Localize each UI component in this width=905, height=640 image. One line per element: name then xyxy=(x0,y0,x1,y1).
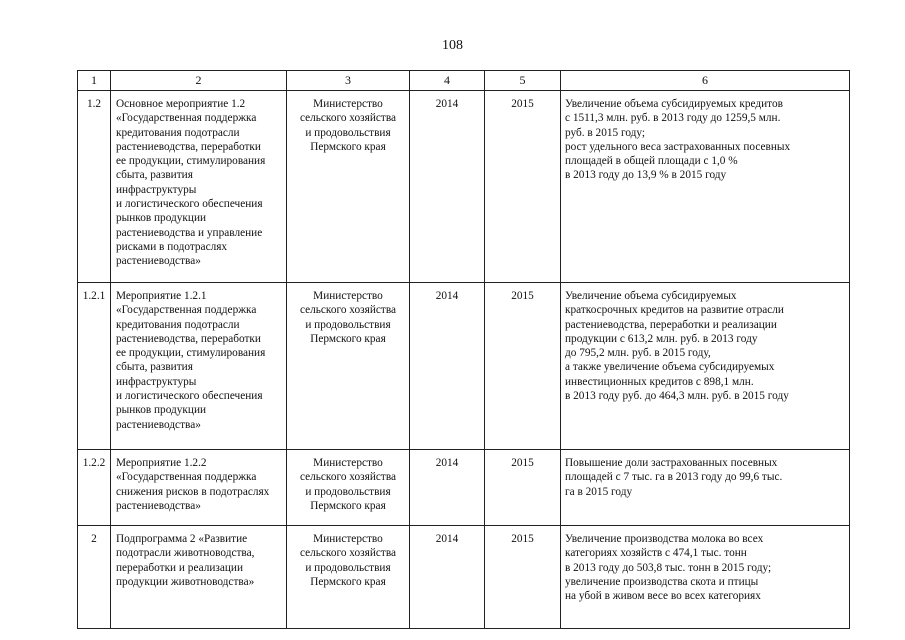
row-number: 2 xyxy=(78,526,111,629)
text-line: кредитования подотрасли xyxy=(116,126,240,139)
executor xyxy=(287,283,410,450)
end-year: 2015 xyxy=(485,526,561,629)
text-line: категориях хозяйств с 474,1 тыс. тонн xyxy=(565,547,747,560)
text-line: и продовольствия xyxy=(305,126,391,139)
text-line: Основное мероприятие 1.2 xyxy=(116,98,246,110)
text-line: и продовольствия xyxy=(305,318,391,331)
text-line: растениеводства, переработки xyxy=(116,332,261,345)
activity-name xyxy=(111,283,287,450)
text-line: сельского хозяйства xyxy=(299,471,397,484)
text-line: в 2013 году до 13,9 % в 2015 году xyxy=(565,169,727,182)
activity-name xyxy=(111,450,287,526)
end-year: 2015 xyxy=(485,283,561,450)
end-year: 2015 xyxy=(485,91,561,283)
text-line: Пермского края xyxy=(310,140,386,153)
text-line: Министерство xyxy=(313,533,383,545)
table-row xyxy=(78,91,850,283)
text-line: сбыта, развития xyxy=(116,169,193,182)
row-number: 1.2 xyxy=(78,91,111,283)
text-line: продукции животноводства» xyxy=(116,575,255,588)
executor xyxy=(287,91,410,283)
text-line: растениеводства» xyxy=(116,499,201,512)
header-row xyxy=(78,71,850,91)
column-header: 4 xyxy=(410,71,485,91)
text-line: Повышение доли застрахованных посевных xyxy=(565,457,778,469)
text-line: Пермского края xyxy=(310,499,386,512)
executor xyxy=(287,526,410,629)
activity-name xyxy=(111,526,287,629)
text-line: Министерство xyxy=(313,290,383,302)
page-number: 108 xyxy=(442,38,463,53)
text-line: сельского хозяйства xyxy=(299,112,397,125)
column-header: 1 xyxy=(78,71,111,91)
text-line: площадей в общей площади с 1,0 % xyxy=(565,155,738,168)
text-line: Подпрограмма 2 «Развитие xyxy=(116,533,248,545)
activity-name xyxy=(111,91,287,283)
text-line: а также увеличение объема субсидируемых xyxy=(565,361,775,374)
text-line: инфраструктуры xyxy=(116,375,197,388)
column-header: 6 xyxy=(561,71,850,91)
text-line: растениеводства и управление xyxy=(116,226,263,239)
text-line: Пермского края xyxy=(310,332,386,345)
start-year: 2014 xyxy=(410,450,485,526)
text-line: переработки и реализации xyxy=(116,561,244,574)
start-year: 2014 xyxy=(410,283,485,450)
text-line: увеличение производства скота и птицы xyxy=(565,575,759,588)
text-line: с 1511,3 млн. руб. в 2013 году до 1259,5 млн. xyxy=(565,112,781,125)
text-line: растениеводства» xyxy=(116,418,201,431)
text-line: Увеличение объема субсидируемых кредитов xyxy=(565,98,783,110)
text-line: на убой в живом весе во всех категориях xyxy=(565,590,761,603)
text-line: снижения рисков в подотраслях xyxy=(116,485,270,498)
text-line: га в 2015 году xyxy=(565,485,633,498)
text-line: ее продукции, стимулирования xyxy=(116,347,266,360)
text-line: растениеводства, переработки xyxy=(116,140,261,153)
executor xyxy=(287,450,410,526)
text-line: инвестиционных кредитов с 898,1 млн. xyxy=(565,375,754,388)
text-line: Увеличение производства молока во всех xyxy=(565,533,764,545)
text-line: сбыта, развития xyxy=(116,361,193,374)
text-line: в 2013 году до 503,8 тыс. тонн в 2015 году; xyxy=(565,561,772,574)
text-line: Пермского края xyxy=(310,575,386,588)
text-line: до 795,2 млн. руб. в 2015 году, xyxy=(565,347,711,360)
column-header: 5 xyxy=(485,71,561,91)
text-line: сельского хозяйства xyxy=(299,547,397,560)
expected-result xyxy=(561,91,850,283)
column-header: 3 xyxy=(287,71,410,91)
row-number: 1.2.2 xyxy=(78,450,111,526)
table-row xyxy=(78,526,850,629)
text-line: руб. в 2015 году; xyxy=(565,126,646,139)
text-line: и логистического обеспечения xyxy=(116,198,263,211)
text-line: рынков продукции xyxy=(116,404,207,417)
text-line: «Государственная поддержка xyxy=(116,112,257,125)
text-line: растениеводства, переработки и реализации xyxy=(565,318,777,331)
text-line: в 2013 году руб. до 464,3 млн. руб. в 2015 году xyxy=(565,390,789,403)
expected-result xyxy=(561,526,850,629)
text-line: ее продукции, стимулирования xyxy=(116,155,266,168)
program-table xyxy=(77,70,850,629)
text-line: и логистического обеспечения xyxy=(116,390,263,403)
text-line: рост удельного веса застрахованных посевных xyxy=(565,140,791,153)
text-line: кредитования подотрасли xyxy=(116,318,240,331)
row-number: 1.2.1 xyxy=(78,283,111,450)
text-line: Министерство xyxy=(313,457,383,469)
text-line: площадей с 7 тыс. га в 2013 году до 99,6 тыс. xyxy=(565,471,783,484)
text-line: Мероприятие 1.2.1 xyxy=(116,290,207,302)
start-year: 2014 xyxy=(410,526,485,629)
text-line: Министерство xyxy=(313,98,383,110)
text-line: продукции с 613,2 млн. руб. в 2013 году xyxy=(565,332,758,345)
text-line: краткосрочных кредитов на развитие отрасли xyxy=(565,304,784,317)
text-line: инфраструктуры xyxy=(116,183,197,196)
text-line: Увеличение объема субсидируемых xyxy=(565,290,737,302)
expected-result xyxy=(561,450,850,526)
text-line: «Государственная поддержка xyxy=(116,304,257,317)
expected-result xyxy=(561,283,850,450)
text-line: подотрасли животноводства, xyxy=(116,547,255,560)
text-line: и продовольствия xyxy=(305,485,391,498)
text-line: «Государственная поддержка xyxy=(116,471,257,484)
text-line: сельского хозяйства xyxy=(299,304,397,317)
start-year: 2014 xyxy=(410,91,485,283)
text-line: рынков продукции xyxy=(116,212,207,225)
column-header: 2 xyxy=(111,71,287,91)
table-row xyxy=(78,283,850,450)
text-line: растениеводства» xyxy=(116,255,201,268)
end-year: 2015 xyxy=(485,450,561,526)
text-line: и продовольствия xyxy=(305,561,391,574)
text-line: Мероприятие 1.2.2 xyxy=(116,457,207,469)
table-row xyxy=(78,450,850,526)
text-line: рисками в подотраслях xyxy=(116,240,228,253)
